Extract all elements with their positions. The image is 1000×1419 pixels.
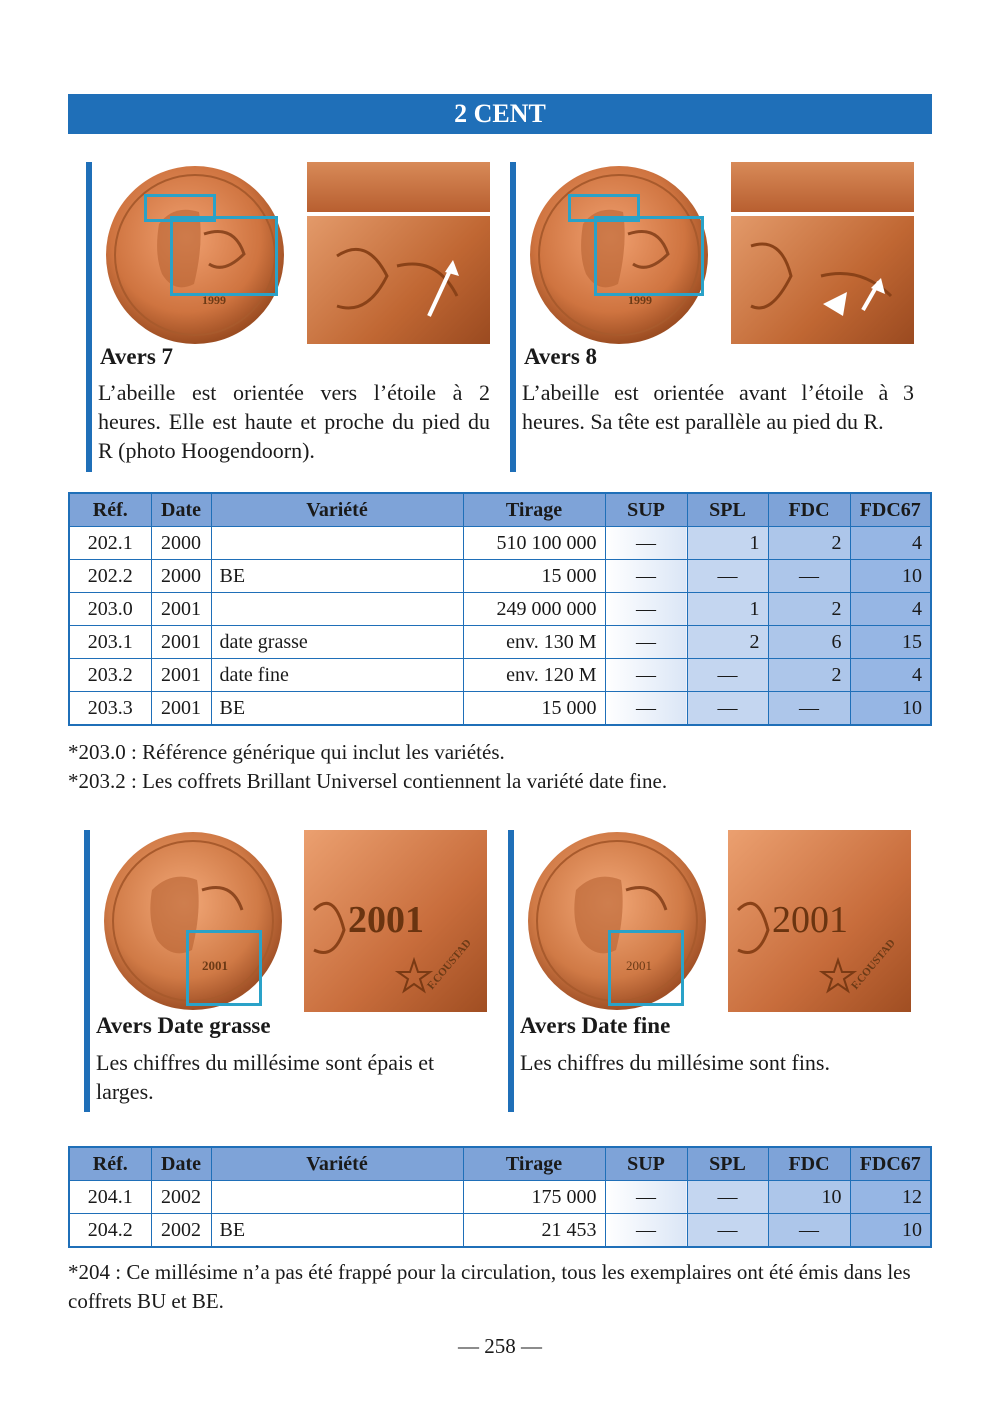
panel-description: L’abeille est orientée avant l’étoile à 3 heures. Sa tête est parallèle au pied du R.	[522, 380, 914, 434]
col-spl: SPL	[687, 1147, 768, 1181]
highlight-box	[608, 930, 684, 1006]
col-ref: Réf.	[69, 493, 151, 527]
cell-sup: —	[605, 626, 687, 659]
cell-fdc67: 10	[850, 560, 931, 593]
cell-spl: —	[687, 692, 768, 726]
arrowhead-icon	[823, 292, 847, 316]
cell-date: 2001	[151, 659, 211, 692]
cell-mintage: 249 000 000	[463, 593, 605, 626]
engraver-label: F.COUSTAD	[849, 937, 898, 992]
cell-fdc: 10	[768, 1181, 850, 1214]
panel-accent-bar	[84, 830, 90, 1112]
cell-sup: —	[605, 692, 687, 726]
cell-mintage: env. 120 M	[463, 659, 605, 692]
cell-fdc: 6	[768, 626, 850, 659]
engraver-label: F.COUSTAD	[425, 937, 474, 992]
col-variety: Variété	[211, 1147, 463, 1181]
date-fine-label: 2001	[772, 899, 848, 941]
cell-fdc67: 4	[850, 659, 931, 692]
cell-mintage: 21 453	[463, 1214, 605, 1248]
col-mintage: Tirage	[463, 493, 605, 527]
col-variety: Variété	[211, 493, 463, 527]
panel-description: L’abeille est orientée vers l’étoile à 2 heures. Elle est haute et proche du pied du R (photo Hoogendoorn).	[98, 380, 490, 463]
cell-fdc67: 12	[850, 1181, 931, 1214]
highlight-box	[186, 930, 262, 1006]
panel-accent-bar	[508, 830, 514, 1112]
coin-year-label: 1999	[202, 293, 226, 307]
cell-sup: —	[605, 1214, 687, 1248]
cell-sup: —	[605, 659, 687, 692]
section-title-banner: 2 CENT	[68, 94, 932, 134]
table-row	[69, 626, 931, 659]
detail-photo-main	[731, 216, 914, 344]
cell-ref: 203.0	[69, 593, 151, 626]
table-row	[69, 692, 931, 726]
detail-photo-date	[728, 830, 911, 1012]
cell-date: 2002	[151, 1181, 211, 1214]
cell-variety	[211, 1181, 463, 1214]
col-date: Date	[151, 1147, 211, 1181]
highlight-box	[594, 216, 704, 296]
table-row	[69, 560, 931, 593]
cell-variety: BE	[211, 1214, 463, 1248]
footnote: *204 : Ce millésime n’a pas été frappé pour la circulation, tous les exemplaires ont été émis dans les coffrets BU et BE.	[68, 1260, 911, 1313]
cell-date: 2002	[151, 1214, 211, 1248]
coin-year-label: 2001	[626, 958, 652, 973]
col-ref: Réf.	[69, 1147, 151, 1181]
date-grasse-label: 2001	[348, 899, 424, 941]
cell-mintage: 15 000	[463, 560, 605, 593]
table-row	[69, 527, 931, 560]
cell-fdc: —	[768, 692, 850, 726]
cell-ref: 203.3	[69, 692, 151, 726]
col-fdc: FDC	[768, 493, 850, 527]
table-header-row	[69, 493, 931, 527]
panel-title: Avers Date grasse	[96, 1013, 271, 1038]
price-table-2000-2001	[68, 492, 932, 726]
cell-fdc: 2	[768, 659, 850, 692]
cell-spl: —	[687, 560, 768, 593]
table-row	[69, 593, 931, 626]
highlight-box	[170, 216, 278, 296]
cell-spl: —	[687, 1214, 768, 1248]
col-mintage: Tirage	[463, 1147, 605, 1181]
cell-variety: date grasse	[211, 626, 463, 659]
star-icon	[822, 960, 854, 991]
footnote: *203.0 : Référence générique qui inclut les variétés.	[68, 740, 505, 764]
cell-variety: BE	[211, 692, 463, 726]
cell-spl: 2	[687, 626, 768, 659]
detail-photo-date	[304, 830, 487, 1012]
cell-variety: date fine	[211, 659, 463, 692]
table-header-row	[69, 1147, 931, 1181]
panel-accent-bar	[86, 162, 92, 472]
table-row	[69, 1181, 931, 1214]
star-icon	[398, 960, 430, 991]
detail-photo-top	[307, 162, 490, 212]
cell-ref: 202.2	[69, 560, 151, 593]
cell-sup: —	[605, 593, 687, 626]
cell-sup: —	[605, 560, 687, 593]
cell-spl: 1	[687, 527, 768, 560]
panel-title: Avers 7	[100, 344, 174, 369]
footnote: *203.2 : Les coffrets Brillant Universel contiennent la variété date fine.	[68, 769, 668, 793]
cell-ref: 204.2	[69, 1214, 151, 1248]
cell-spl: —	[687, 659, 768, 692]
col-fdc67: FDC67	[850, 1147, 931, 1181]
cell-date: 2001	[151, 692, 211, 726]
cell-fdc: —	[768, 560, 850, 593]
cell-fdc67: 10	[850, 692, 931, 726]
price-table-2002	[68, 1146, 932, 1248]
col-date: Date	[151, 493, 211, 527]
cell-date: 2000	[151, 527, 211, 560]
panel-title: Avers 8	[524, 344, 598, 369]
col-fdc: FDC	[768, 1147, 850, 1181]
cell-spl: —	[687, 1181, 768, 1214]
panel-description: Les chiffres du millésime sont épais et larges.	[96, 1050, 435, 1104]
table-row	[69, 659, 931, 692]
col-fdc67: FDC67	[850, 493, 931, 527]
cell-fdc67: 4	[850, 527, 931, 560]
cell-date: 2001	[151, 626, 211, 659]
panel-description: Les chiffres du millésime sont fins.	[520, 1050, 830, 1075]
cell-ref: 203.2	[69, 659, 151, 692]
cell-fdc: —	[768, 1214, 850, 1248]
cell-fdc67: 10	[850, 1214, 931, 1248]
panel-title: Avers Date fine	[520, 1013, 671, 1038]
coin-year-label: 1999	[628, 293, 652, 307]
cell-mintage: env. 130 M	[463, 626, 605, 659]
cell-variety	[211, 593, 463, 626]
table-row	[69, 1214, 931, 1248]
cell-fdc: 2	[768, 593, 850, 626]
cell-fdc: 2	[768, 527, 850, 560]
detail-photo-main	[307, 216, 490, 344]
cell-fdc67: 15	[850, 626, 931, 659]
cell-date: 2000	[151, 560, 211, 593]
cell-spl: 1	[687, 593, 768, 626]
cell-variety: BE	[211, 560, 463, 593]
coin-year-label: 2001	[202, 958, 228, 973]
page-number: — 258 —	[458, 1334, 542, 1358]
cell-fdc67: 4	[850, 593, 931, 626]
cell-ref: 203.1	[69, 626, 151, 659]
col-spl: SPL	[687, 493, 768, 527]
cell-ref: 202.1	[69, 527, 151, 560]
detail-photo-top	[731, 162, 914, 212]
cell-mintage: 510 100 000	[463, 527, 605, 560]
cell-variety	[211, 527, 463, 560]
cell-date: 2001	[151, 593, 211, 626]
cell-mintage: 15 000	[463, 692, 605, 726]
panel-accent-bar	[510, 162, 516, 472]
col-sup: SUP	[605, 1147, 687, 1181]
cell-sup: —	[605, 527, 687, 560]
cell-ref: 204.1	[69, 1181, 151, 1214]
col-sup: SUP	[605, 493, 687, 527]
cell-sup: —	[605, 1181, 687, 1214]
cell-mintage: 175 000	[463, 1181, 605, 1214]
